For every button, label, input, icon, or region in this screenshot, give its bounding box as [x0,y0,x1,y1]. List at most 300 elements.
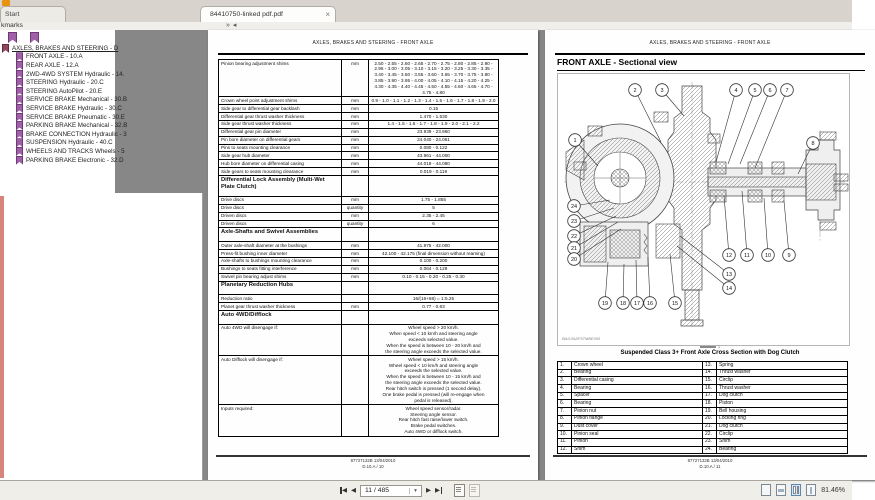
legend-label: Shim [572,446,703,454]
legend-row [558,392,848,400]
callout-number: 7 [785,88,789,94]
legend-number: 24. [703,446,717,454]
legend-label: Piston [717,400,848,408]
spec-desc: Differential gear thrust washer thickness [219,113,342,121]
callout-leader-line [728,90,755,164]
spec-unit: mm [342,144,369,152]
bookmark-label: PARKING BRAKE Electronic - 32.D [26,156,124,164]
legend-label: Bearing [572,385,703,393]
spec-row [219,212,499,220]
spec-unit: quantity [342,220,369,228]
spec-row [219,196,499,204]
tab-document-label: 84410750-linked pdf.pdf [210,11,283,18]
legend-label: Dog clutch [717,423,848,431]
spec-value: 43.961 - 44.000 [369,152,499,160]
legend-row [558,446,848,454]
fit-page-view-icon[interactable] [776,484,786,496]
spec-unit [342,405,369,436]
legend-number: 14. [703,369,717,377]
spec-row [219,250,499,258]
spec-row [219,273,499,281]
section-title-rule [557,70,865,71]
legend-label: Differential casing [572,377,703,385]
spec-value: 0.15 [369,105,499,113]
previous-page-button[interactable]: ◀ [351,486,356,494]
bookmark-icon [16,138,23,147]
spec-desc: Driven discs [219,220,342,228]
spec-section-title: Axle-Shafts and Swivel Assemblies [219,228,342,242]
spec-row [219,113,499,121]
bookmark-icon [16,104,23,113]
spec-value: 2.50 - 2.55 - 2.60 - 2.65 - 2.70 - 2.75 - 2.80 - 2.85 - 2.90 - 2.95 - 3.00 - 3.05 - 3.10 - 3.15 - 3.20 - 3.25 - 3.30 - 3.35 - 3.40 - 3.45 - 3.50 - 3.55 - 3.60 - 3.65 - 3.70 - 3.75 - 3.80 - 3.85 - 3.90 - 3.95 - 4.00 - 4.05 - 4.10 - 4.15 - 4.20 - 4.25 - 4.30 - 4.35 - 4.40 - 4.45 - 4.50 - 4.55 - 4.60 - 4.65 - 4.70 - 4.75 - 4.80 [369,60,499,97]
spec-value [369,281,499,295]
figure-frame [557,73,850,346]
legend-label: Pinion [572,438,703,446]
legend-row [558,415,848,423]
bookmark-label: REAR AXLE - 12.A [26,61,79,69]
legend-number: 10. [558,431,572,439]
spec-row [219,257,499,265]
spec-unit [342,228,369,242]
callout-number: 2 [633,88,637,94]
spec-unit: mm [342,120,369,128]
spec-desc: Driven discs [219,212,342,220]
spec-desc: Axle-shafts to bushings mounting clearance [219,257,342,265]
bookmark-label: SUSPENSION Hydraulic - 40.C [26,139,113,147]
spec-value: 1.4 - 1.5 - 1.6 - 1.7 - 1.8 - 1.9 - 2.0 - 2.1 - 2.2 [369,120,499,128]
legend-number: 7. [558,408,572,416]
spec-row [219,160,499,168]
legend-number: 12. [558,446,572,454]
bookmark-icon [16,52,23,61]
callout-number: 3 [660,88,664,94]
bookmark-label: STEERING Hydraulic - 20.C [26,79,104,87]
spec-desc: Planet gear thrust washer thickness [219,303,342,311]
bookmark-item[interactable] [0,104,122,113]
spec-unit: mm [342,196,369,204]
spec-value: 42.100 - 42.175 (final dimension without reaming) [369,250,499,258]
bookmarks-panel-title: kmarks [1,22,23,29]
spec-value [369,311,499,325]
bookmark-icon [16,95,23,104]
spec-section-row [219,176,499,197]
legend-label: Dog clutch [717,392,848,400]
spec-row [219,168,499,176]
page-dropdown-caret-icon[interactable]: ▾ [409,488,421,494]
figure-id: BAIL06AP57MBE005 [562,336,601,341]
spec-desc: Differential gear pin diameter [219,128,342,136]
bookmark-item[interactable] [0,121,128,130]
spec-unit [342,281,369,295]
previous-view-icon[interactable] [454,484,465,497]
bookmark-icon [16,156,23,165]
spec-row [219,295,499,303]
spec-unit [342,176,369,197]
legend-number: 2. [558,369,572,377]
left-page-header: AXLES, BRAKES AND STEERING - FRONT AXLE [312,40,434,46]
legend-number: 15. [703,377,717,385]
right-header-rule [555,53,865,55]
bookmark-item[interactable] [0,78,115,87]
legend-label: Bearing [572,400,703,408]
front-axle-diagram [558,74,849,345]
spec-desc: Auto Difflock will disengage if: [219,356,342,405]
collapse-all-icon[interactable]: » [226,22,233,29]
bookmark-icon [16,130,23,139]
spec-row [219,324,499,355]
callout-leader-line [648,257,650,303]
panel-edge-strip [0,196,4,478]
first-page-button[interactable]: ◀ [342,486,347,494]
callout-leader-line [764,198,768,255]
spec-unit [342,324,369,355]
legend-label: Locking ring [717,415,848,423]
legend-number: 3. [558,377,572,385]
bookmark-item[interactable] [0,96,127,105]
right-footer-page: D.10.A / 11 [699,464,721,470]
spec-section-row [219,311,499,325]
bookmark-label: SERVICE BRAKE Pneumatic - 30.E [26,113,125,121]
bookmark-label: WHEELS AND TRACKS Wheels - 5 [26,147,125,155]
bookmark-item[interactable] [0,87,115,96]
bookmark-icon [16,147,23,156]
callout-number: 11 [744,253,750,259]
spec-value: 0.100 - 0.200 [369,257,499,265]
spec-desc: Pin bore diameter on differential gears [219,136,342,144]
callout-number: 19 [601,301,609,307]
spec-section-row [219,281,499,295]
page-right [545,30,875,480]
spec-unit: mm [342,160,369,168]
bookmark-label: SERVICE BRAKE Hydraulic - 30.C [26,104,122,112]
next-page-button[interactable]: ▶ [426,486,431,494]
bookmark-item[interactable] [0,113,125,122]
spec-unit: mm [342,97,369,105]
bookmark-label: BRAKE CONNECTION Hydraulic - 3 [26,130,127,138]
bookmark-label: STEERING AutoPilot - 20.E [26,87,102,95]
spec-row [219,356,499,405]
spec-unit: mm [342,265,369,273]
legend-row [558,431,848,439]
right-page-header: AXLES, BRAKES AND STEERING - FRONT AXLE [649,40,771,46]
legend-row [558,369,848,377]
status-bar [0,480,852,500]
legend-row [558,438,848,446]
spec-desc: Auto 4WD will disengage if: [219,324,342,355]
spec-unit [342,311,369,325]
callout-number: 10 [764,253,772,259]
legend-number: 13. [703,362,717,370]
spec-section-title: Planetary Reduction Hubs [219,281,342,295]
bookmark-item[interactable] [0,156,124,165]
spec-value: 6 [369,220,499,228]
spec-unit: mm [342,152,369,160]
spec-value: 24.040 - 24.061 [369,136,499,144]
spec-row [219,136,499,144]
bookmark-icon [16,121,23,130]
two-page-view-icon[interactable] [791,484,801,496]
bookmark-icon [16,70,23,79]
callout-number: 18 [619,301,627,307]
spec-value: 41.975 - 42.000 [369,242,499,250]
callout-number: 17 [633,301,641,307]
bookmark-item[interactable] [0,53,115,62]
callout-number: 23 [570,219,578,225]
legend-row [558,377,848,385]
spec-unit: mm [342,250,369,258]
spec-desc: Side gear hub diameter [219,152,342,160]
callout-number: 16 [646,301,654,307]
bookmark-label: PARKING BRAKE Mechanical - 32.B [26,122,128,130]
spec-value: 0.019 - 0.119 [369,168,499,176]
spec-value: 23.939 - 23.960 [369,128,499,136]
bookmark-item[interactable] [0,70,125,79]
spec-section-title: Differential Lock Assembly (Multi-Wet Plate Clutch) [219,176,342,197]
legend-label: Pinion nut [572,408,703,416]
spec-row [219,97,499,105]
legend-row [558,400,848,408]
legend-number: 22. [703,431,717,439]
spec-value: 44.019 - 44.080 [369,160,499,168]
legend-number: 23. [703,438,717,446]
bookmark-item[interactable] [0,147,125,156]
bookmark-label: 2WD-4WD SYSTEM Hydraulic - 14. [26,70,125,78]
spec-unit: mm [342,105,369,113]
spec-desc: Reduction ratio [219,295,342,303]
tab-start-label: Start [5,11,20,18]
spec-unit: mm [342,242,369,250]
legend-label: Shim [717,438,848,446]
legend-number: 11. [558,438,572,446]
figure-ref: 1 [718,345,720,349]
bookmark-label: FRONT AXLE - 10.A [26,53,83,61]
legend-label: Spacer [572,392,703,400]
legend-number: 21. [703,423,717,431]
legend-number: 19. [703,408,717,416]
spec-value: 2.35 - 2.45 [369,212,499,220]
spec-row [219,152,499,160]
spec-value: 1.470 - 1.530 [369,113,499,121]
bookmark-icon [16,113,23,122]
spec-value [369,176,499,197]
legend-label: Pinion seal [572,431,703,439]
spec-unit: mm [342,128,369,136]
spec-table [218,59,499,437]
spec-desc: Press-fit bushing inner diameter [219,250,342,258]
bookmark-icon [16,61,23,70]
callout-number: 24 [570,204,578,210]
spec-desc: Drive discs [219,204,342,212]
spec-row [219,220,499,228]
spec-row [219,405,499,436]
legend-table-body [558,362,848,454]
callout-leader-line [755,90,787,168]
spec-desc: Side gear thrust washer thickness [219,120,342,128]
callout-number: 6 [768,88,772,94]
spec-section-title: Auto 4WD/Difflock [219,311,342,325]
legend-number: 8. [558,415,572,423]
tab-document[interactable] [200,6,336,22]
legend-label: Pinion flange [572,415,703,423]
spec-unit: mm [342,273,369,281]
legend-number: 5. [558,392,572,400]
spec-value: 5 [369,204,499,212]
callout-leader-line [670,254,675,303]
spec-unit [342,295,369,303]
legend-label: Bearing [717,446,848,454]
callout-leader-line [716,90,736,162]
legend-number: 20. [703,415,717,423]
legend-row [558,362,848,370]
spec-row [219,128,499,136]
spec-unit: quantity [342,204,369,212]
bookmarks-toolbar [8,32,39,43]
spec-desc: Side gears to seats mounting clearance [219,168,342,176]
spec-desc: Swivel pin bearing adjust shims [219,273,342,281]
spec-unit [342,356,369,405]
callout-number: 9 [787,253,791,259]
bookmark-item[interactable] [0,61,115,70]
legend-label: Bearing [572,369,703,377]
spec-desc: Inputs required: [219,405,342,436]
figure-ref-bar [700,346,716,348]
callout-leader-line [724,196,729,255]
callout-number: 8 [811,141,815,147]
spec-desc: Crown wheel point adjustment shims [219,97,342,105]
page-number-field[interactable] [360,485,422,497]
legend-table [557,361,848,454]
bookmark-item[interactable] [0,130,127,139]
spec-unit: mm [342,168,369,176]
continuous-view-icon[interactable] [806,484,816,496]
bookmark-label: SERVICE BRAKE Mechanical - 30.B [26,96,127,104]
single-page-view-icon[interactable] [761,484,771,496]
legend-number: 9. [558,423,572,431]
next-view-icon[interactable] [469,484,480,497]
spec-value: Wheel speed sensor/radar. Steering angle sensor. Rear hitch fast raise/lower switch. Brake pedal switches. Auto 4WD or difflock switch. [369,405,499,436]
callout-leader-line [742,191,747,255]
legend-label: Circlip [717,377,848,385]
callout-number: 13 [725,272,733,278]
bookmarks-panel-lower [0,193,203,480]
callout-number: 22 [570,234,578,240]
legend-number: 18. [703,400,717,408]
spec-value: 1.75 - 1.855 [369,196,499,204]
legend-number: 6. [558,400,572,408]
bookmark-icon [16,87,23,96]
spec-row [219,303,499,311]
spec-desc: Drive discs [219,196,342,204]
legend-label: Thrust washer [717,369,848,377]
spec-unit: mm [342,60,369,97]
callout-leader-line [784,201,789,255]
spec-table-body [219,60,499,437]
spec-desc: Outer axle-shaft diameter at the bushings [219,242,342,250]
figure-caption: Suspended Class 3+ Front Axle Cross Section with Dog Clutch [620,350,800,356]
spec-row [219,204,499,212]
spec-unit: mm [342,257,369,265]
callout-number: 5 [753,88,757,94]
left-header-rule [218,53,528,55]
legend-number: 17. [703,392,717,400]
callout-number: 21 [570,246,578,252]
bookmark-options-icon[interactable] [30,32,39,43]
spec-row [219,265,499,273]
new-bookmark-icon[interactable] [8,32,17,43]
legend-row [558,423,848,431]
callout-number: 15 [671,301,679,307]
collapse-panel-icon[interactable]: ◂ [232,22,240,29]
bookmark-item[interactable] [0,44,119,53]
spec-row [219,242,499,250]
spec-value [369,228,499,242]
callout-number: 4 [734,88,738,94]
zoom-level[interactable]: 81.46% [821,486,845,494]
spec-section-row [219,228,499,242]
bookmark-icon [16,78,23,87]
spec-row [219,120,499,128]
legend-label: Spring [717,362,848,370]
spec-value: Wheel speed > 20 km/h. When speed < 10 km/h and steering angle exceeds selected value. When the speed is between 10 - 20 km/h and the steering angle exceeds the selected value. [369,324,499,355]
callout-number: 1 [573,138,577,144]
legend-label: Crown wheel [572,362,703,370]
legend-label: Circlip [717,431,848,439]
callout-number: 20 [570,257,578,263]
legend-number: 4. [558,385,572,393]
legend-number: 1. [558,362,572,370]
legend-row [558,408,848,416]
close-tab-icon[interactable]: × [325,9,330,19]
callout-number: 12 [725,253,733,259]
spec-value: 0.064 - 0.129 [369,265,499,273]
bookmark-item[interactable] [0,139,115,148]
legend-label: Thrust washer [717,385,848,393]
spec-value: Wheel speed > 15 km/h. Wheel speed < 10 km/h and steering angle exceeds the selected value. When the speed is between 10 - 15 km/h and the steering angle exceeds the selected value. Rear hitch switch is pressed (1 second delay). One brake pedal is pressed (will re-engage when pedal is released). [369,356,499,405]
tab-start[interactable] [0,6,66,22]
right-footer-code: 87727132B 13/04/2010 [687,458,733,463]
legend-label: Dust cover [572,423,703,431]
left-footer-code: 87727132B 13/04/2010 [350,458,396,463]
bookmark-list [0,44,128,164]
spec-desc: Side gear to differential gear backlash [219,105,342,113]
spec-desc: Pinion bearing adjustment shims [219,60,342,97]
spec-value: 0.080 - 0.122 [369,144,499,152]
spec-unit: mm [342,303,369,311]
left-footer-rule [216,455,530,457]
spec-row [219,144,499,152]
bookmark-icon [2,44,9,53]
spec-unit: mm [342,113,369,121]
left-footer-page: D.10.A / 10 [362,464,384,470]
spec-value: 0.10 - 0.15 - 0.20 - 0.25 - 0.30 [369,273,499,281]
last-page-button[interactable]: ▶ [435,486,440,494]
bookmark-label: AXLES, BRAKES AND STEERING - D [12,44,119,52]
callout-leader-line [740,90,770,164]
spec-desc: Hub bore diameter on differential casing [219,160,342,168]
spec-value: 0.77 - 0.83 [369,303,499,311]
right-footer-rule [553,455,867,457]
spec-unit: mm [342,212,369,220]
section-title: FRONT AXLE - Sectional view [557,57,678,67]
spec-unit: mm [342,136,369,144]
page-number-value[interactable]: 11 / 485 [365,487,390,494]
spec-row [219,60,499,97]
page-left [208,30,538,480]
spec-value: 16/(16+68) = 1:5.25 [369,295,499,303]
legend-label: Bell housing [717,408,848,416]
legend-row [558,385,848,393]
callout-number: 14 [725,286,733,292]
